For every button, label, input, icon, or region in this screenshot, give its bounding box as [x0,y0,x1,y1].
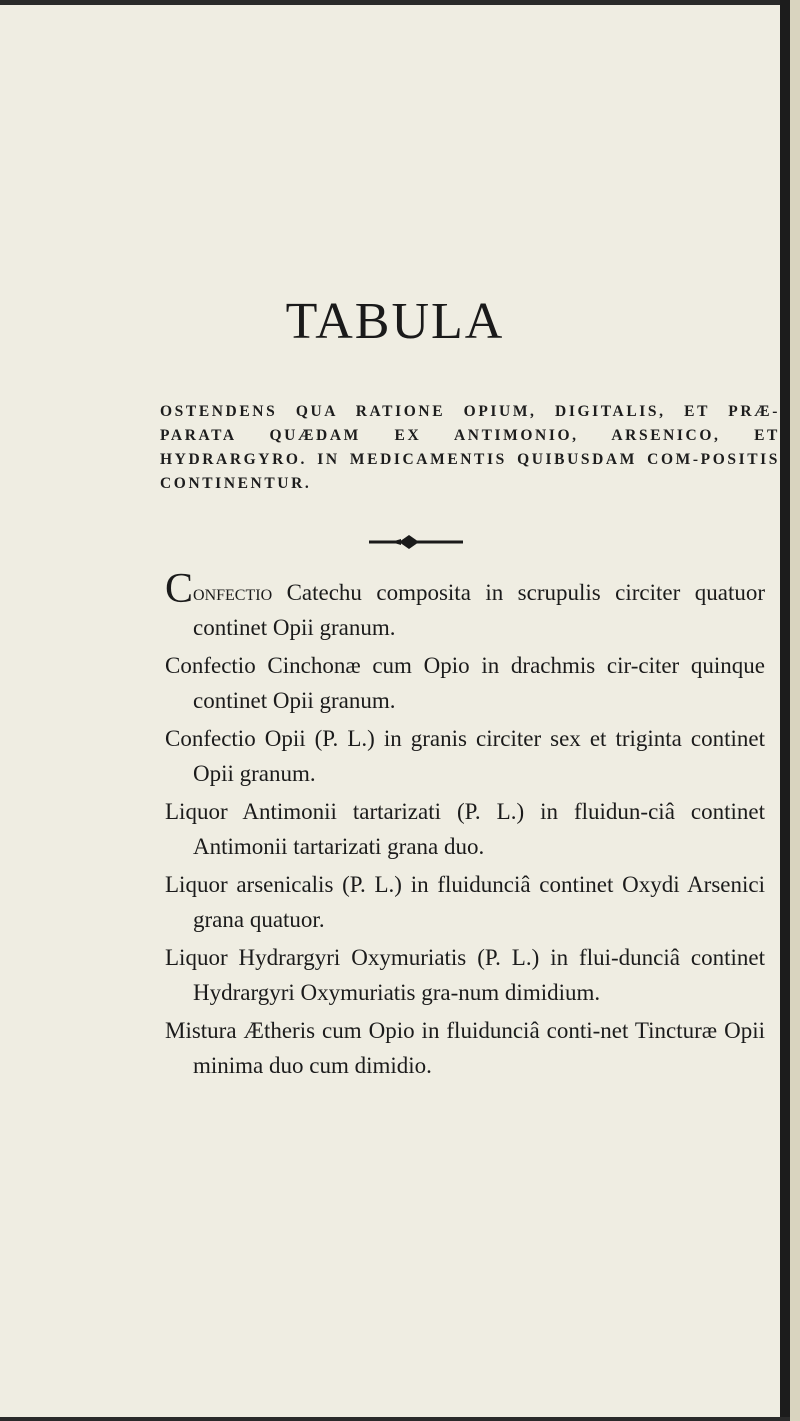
list-item: Liquor Hydrargyri Oxymuriatis (P. L.) in flui-dunciâ continet Hydrargyri Oxymuriatis gra-num dimidium. [165,945,765,1005]
page-title: TABULA [285,293,505,350]
page-top-edge [0,0,790,5]
ornament-rule-icon [369,529,463,555]
page-bottom-edge [0,1417,790,1421]
list-item: Liquor Antimonii tartarizati (P. L.) in fluidun-ciâ continet Antimonii tartarizati grana duo. [165,799,765,859]
list-item: Liquor arsenicalis (P. L.) in fluidunciâ continet Oxydi Arsenici grana quatuor. [165,872,765,932]
entry-lead-word: onfectio [193,580,273,605]
list-item: Mistura Ætheris cum Opio in fluidunciâ conti-net Tincturæ Opii minima duo cum dimidio. [165,1018,765,1078]
entry-text: Catechu composita in scrupulis circiter quatuor continet Opii granum. [193,580,765,640]
page-subtitle: OSTENDENS QUA RATIONE OPIUM, DIGITALIS, ET PRÆ-PARATA QUÆDAM EX ANTIMONIO, ARSENICO, ET HYDRARGYRO. IN MEDICAMENTIS QUIBUSDAM COM-POSITIS CONTINENTUR. [160,403,780,492]
list-item [165,566,765,645]
drop-cap: C [165,566,194,612]
list-item: Confectio Cinchonæ cum Opio in drachmis cir-citer quinque continet Opii granum. [165,653,765,713]
list-item: Confectio Opii (P. L.) in granis circiter sex et triginta continet Opii granum. [165,726,765,786]
entries-list [165,566,765,1087]
page-right-edge [780,0,790,1421]
